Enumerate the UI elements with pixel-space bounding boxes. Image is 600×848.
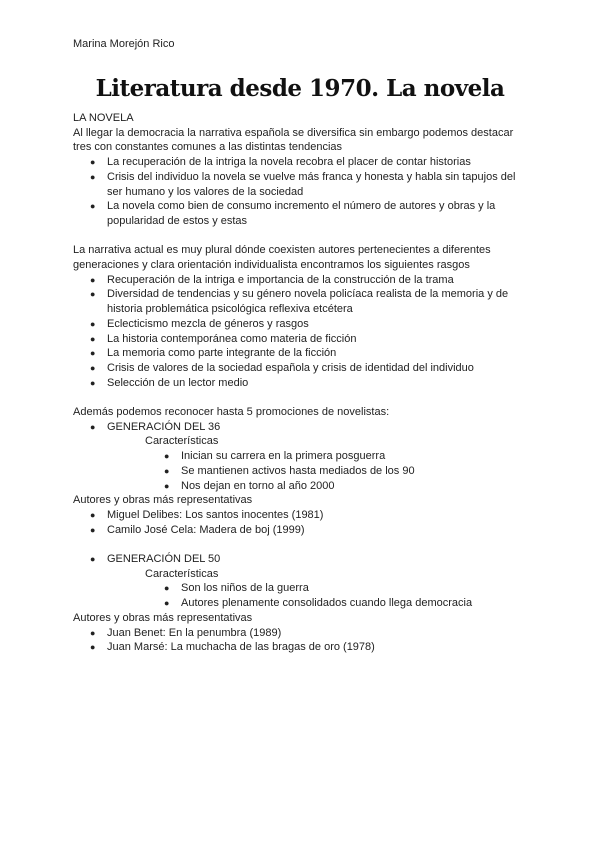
list-item: ● Inician su carrera en la primera posguerra: [164, 450, 386, 463]
authors-label: Autores y obras más representativas: [73, 494, 253, 507]
list-item: ● Diversidad de tendencias y su género novela policíaca realista de la memoria y de historia problemática psicológica reflexiva etcétera: [90, 288, 509, 316]
bullet-icon: ●: [164, 480, 170, 491]
list-item: ● La novela como bien de consumo incremento el número de autores y obras y la popularidad de estos y estas: [90, 200, 496, 227]
list-item: ● Autores plenamente consolidados cuando llega democracia: [164, 597, 473, 610]
intro-list: [73, 155, 533, 229]
list-item: ● Selección de un lector medio: [90, 376, 249, 389]
authors-list: [73, 508, 533, 537]
characteristics-label: Características: [145, 435, 219, 448]
characteristics-list: [73, 449, 533, 493]
authors-list: [73, 626, 533, 655]
bullet-icon: ●: [164, 451, 170, 462]
section-heading: LA NOVELA: [73, 112, 134, 124]
promotions-paragraph: Además podemos reconocer hasta 5 promociones de novelistas:: [73, 406, 390, 419]
bullet-icon: ●: [90, 554, 96, 565]
list-item: ● Miguel Delibes: Los santos inocentes (1981): [90, 508, 324, 521]
features-list: [73, 273, 533, 391]
bullet-icon: ●: [90, 421, 96, 432]
narrative-paragraph: La narrativa actual es muy plural dónde coexisten autores pertenecientes a diferentes generaciones y clara orientación individualista encontramos los siguientes rasgos: [73, 244, 491, 272]
document-body: [73, 111, 533, 655]
bullet-icon: ●: [90, 509, 96, 520]
list-item: ● Nos dejan en torno al año 2000: [164, 479, 335, 492]
list-item: ● Eclecticismo mezcla de géneros y rasgos: [90, 317, 309, 330]
intro-paragraph: Al llegar la democracia la narrativa española se diversifica sin embargo podemos destacar tres con constantes comunes a las distintas tendencias: [73, 126, 514, 154]
list-item: ● Camilo José Cela: Madera de boj (1999): [90, 523, 305, 536]
generation-50: [73, 552, 533, 567]
authors-label: Autores y obras más representativas: [73, 611, 253, 624]
bullet-icon: ●: [90, 627, 96, 638]
generation-name: ● GENERACIÓN DEL 36: [90, 420, 221, 433]
bullet-icon: ●: [90, 524, 96, 535]
bullet-icon: ●: [164, 583, 170, 594]
list-item: ● La historia contemporánea como materia de ficción: [90, 332, 357, 345]
bullet-icon: ●: [164, 465, 170, 476]
list-item: ● La recuperación de la intriga la novela recobra el placer de contar historias: [90, 156, 471, 169]
bullet-icon: ●: [90, 377, 96, 388]
list-item: ● Juan Benet: En la penumbra (1989): [90, 626, 282, 639]
list-item: ● Recuperación de la intriga e importancia de la construcción de la trama: [90, 273, 454, 286]
bullet-icon: ●: [90, 333, 96, 344]
document-title: Literatura desde 1970. La novela: [95, 75, 505, 102]
bullet-icon: ●: [90, 157, 96, 168]
bullet-icon: ●: [90, 201, 96, 212]
list-item: ● Juan Marsé: La muchacha de las bragas de oro (1978): [90, 641, 375, 654]
bullet-icon: ●: [90, 348, 96, 359]
list-item: ● Crisis del individuo la novela se vuelve más franca y honesta y habla sin tapujos del ser humano y los valores de la sociedad: [90, 170, 516, 198]
generation-36: [73, 420, 533, 435]
bullet-icon: ●: [164, 598, 170, 609]
bullet-icon: ●: [90, 274, 96, 285]
characteristics-list: [73, 581, 533, 610]
bullet-icon: ●: [90, 289, 96, 300]
list-item: ● Crisis de valores de la sociedad española y crisis de identidad del individuo: [90, 361, 474, 374]
bullet-icon: ●: [90, 318, 96, 329]
bullet-icon: ●: [90, 642, 96, 653]
list-item: ● La memoria como parte integrante de la ficción: [90, 347, 337, 360]
bullet-icon: ●: [90, 171, 96, 182]
list-item: ● Se mantienen activos hasta mediados de los 90: [164, 464, 415, 477]
author-name: Marina Morejón Rico: [73, 38, 175, 50]
bullet-icon: ●: [90, 362, 96, 373]
generation-name: ● GENERACIÓN DEL 50: [90, 553, 221, 566]
characteristics-label: Características: [145, 567, 219, 580]
list-item: ● Son los niños de la guerra: [164, 582, 309, 595]
